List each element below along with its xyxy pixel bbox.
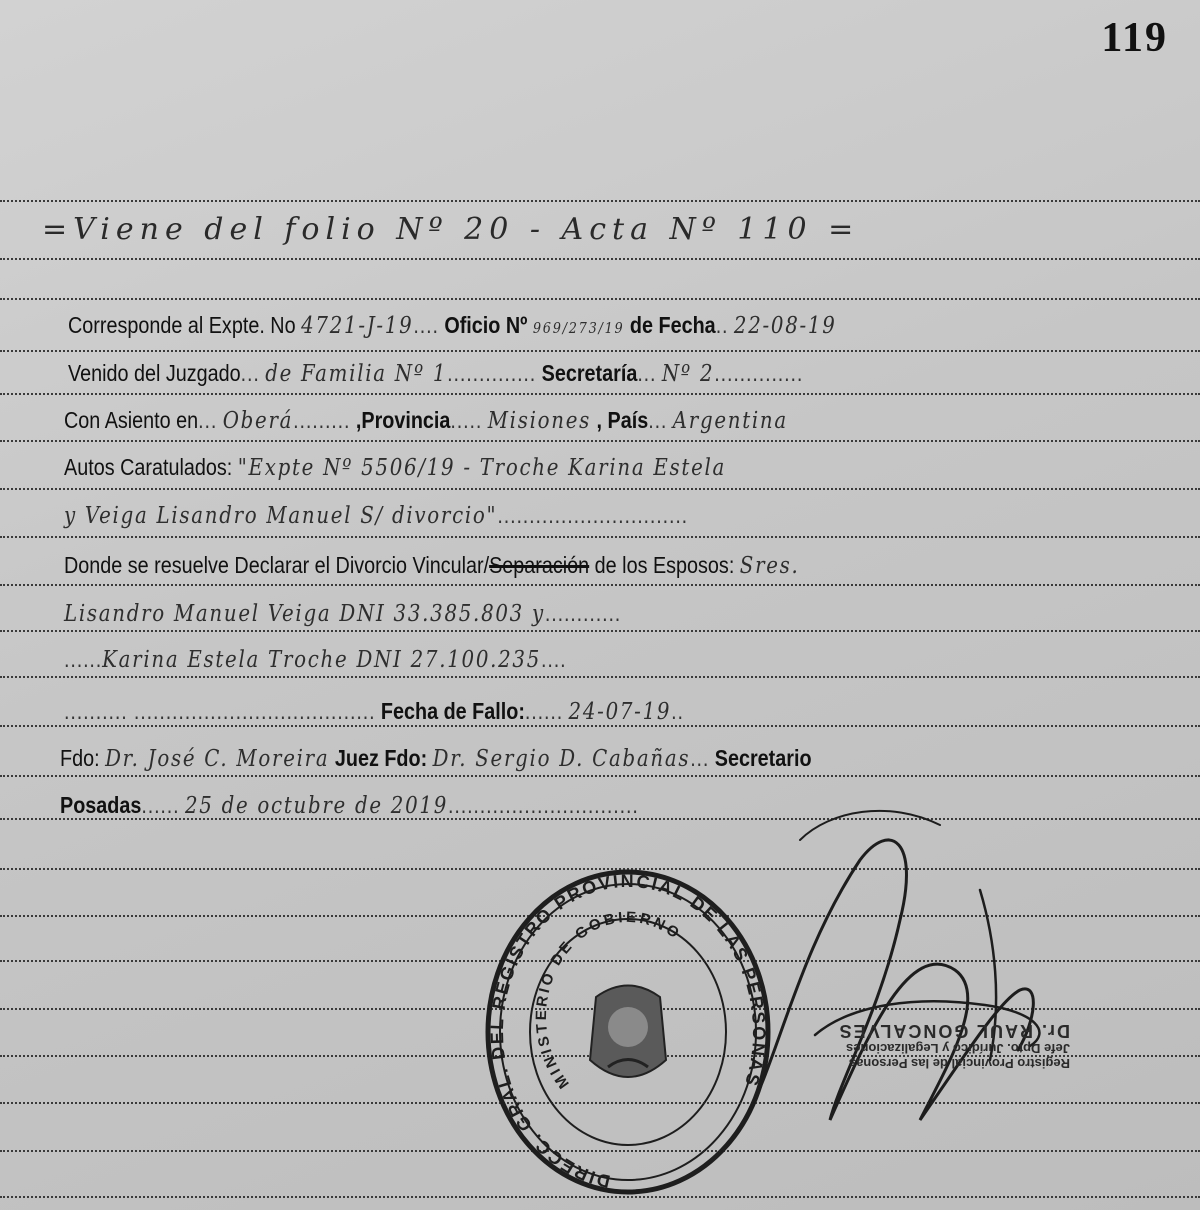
ruling-line xyxy=(0,200,1200,202)
juez-label: Juez Fdo: xyxy=(334,745,428,771)
expte-row: Corresponde al Expte. No 4721-J-19.... Oficio Nº 969/273/19 de Fecha.. 22-08-19 xyxy=(68,312,837,339)
resuelve-row xyxy=(64,552,800,579)
esposo-1: Lisandro Manuel Veiga DNI 33.385.803 y xyxy=(64,601,545,627)
provincia-label: ,Provincia xyxy=(355,407,451,433)
posadas-label: Posadas xyxy=(60,792,142,818)
pais-label: , País xyxy=(596,407,649,433)
resuelve-label-1: Donde se resuelve Declarar el Divorcio Vincular/ xyxy=(64,552,490,578)
fdo-juez-value: Dr. José C. Moreira xyxy=(105,746,330,772)
expte-label: Corresponde al Expte. No xyxy=(68,312,296,338)
ruling-line xyxy=(0,584,1200,586)
esposo-1-row: Lisandro Manuel Veiga DNI 33.385.803 y............ xyxy=(64,600,622,627)
autos-label: Autos Caratulados: xyxy=(64,454,233,480)
expte-value: 4721-J-19 xyxy=(301,313,414,339)
autos-row xyxy=(64,454,726,481)
fecha-value: 22-08-19 xyxy=(733,313,837,339)
oficio-label: Oficio Nº xyxy=(444,312,528,338)
ruling-line xyxy=(0,630,1200,632)
seal-outer-text: DIRECC. GRAL. DEL REGISTRO PROVINCIAL DE LAS PERSONAS xyxy=(486,870,770,1192)
fecha-label: de Fecha xyxy=(629,312,716,338)
juzgado-label: Venido del Juzgado xyxy=(68,360,241,386)
autos-value-1: "Expte Nº 5506/19 - Troche Karina Estela xyxy=(237,455,727,481)
fdo-label: Fdo: xyxy=(60,745,100,771)
esposos-prefix: Sres. xyxy=(739,553,800,579)
ruling-line xyxy=(0,440,1200,442)
stamp-line-1: Dr. RAUL GONCALVES xyxy=(837,1021,1070,1041)
esposo-2: Karina Estela Troche DNI 27.100.235 xyxy=(102,647,542,673)
firmas-row: Fdo: Dr. José C. Moreira Juez Fdo: Dr. Sergio D. Cabañas... Secretario xyxy=(60,745,812,772)
posadas-value: 25 de octubre de 2019 xyxy=(184,793,449,819)
fdo-secretario-value: Dr. Sergio D. Cabañas xyxy=(432,746,691,772)
ruling-line xyxy=(0,536,1200,538)
header-note: =Viene del folio Nº 20 - Acta Nº 110 = xyxy=(42,212,860,247)
juzgado-value: de Familia Nº 1 xyxy=(265,361,448,387)
stamp-line-3: Registro Provincial de las Personas xyxy=(848,1056,1070,1071)
asiento-row: Con Asiento en... Oberá......... ,Provincia..... Misiones , País... Argentina xyxy=(64,407,788,434)
signature-stamp xyxy=(770,1020,1070,1071)
resuelve-label-2: de los Esposos: xyxy=(589,552,735,578)
handwritten-signature xyxy=(740,800,1060,1160)
ruling-line xyxy=(0,393,1200,395)
page-number: 119 xyxy=(1101,15,1168,61)
asiento-label: Con Asiento en xyxy=(64,407,199,433)
stamp-line-2: Jefe Dpto. Jurídico y Legalizaciones xyxy=(846,1041,1070,1056)
fallo-label: Fecha de Fallo: xyxy=(380,698,525,724)
pais-value: Argentina xyxy=(672,408,788,434)
ruling-line xyxy=(0,488,1200,490)
secretario-label: Secretario xyxy=(714,745,812,771)
esposo-2-row: ......Karina Estela Troche DNI 27.100.235.... xyxy=(64,646,567,673)
juzgado-row: Venido del Juzgado... de Familia Nº 1.............. Secretaría... Nº 2.............. xyxy=(68,360,804,387)
fallo-value: 24-07-19 xyxy=(568,699,672,725)
ruling-line xyxy=(0,676,1200,678)
oficio-value: 969/273/19 xyxy=(532,319,625,337)
fallo-row: .......... ...................................... Fecha de Fallo:...... 24-07-19.. xyxy=(64,698,684,725)
seal-inner-text: MINISTERIO DE GOBIERNO xyxy=(532,908,685,1092)
secretaria-value: Nº 2 xyxy=(661,361,715,387)
autos-row-2: y Veiga Lisandro Manuel S/ divorcio".............................. xyxy=(64,502,689,529)
posadas-row: Posadas...... 25 de octubre de 2019.............................. xyxy=(60,792,639,819)
ruling-line xyxy=(0,725,1200,727)
ruling-line xyxy=(0,298,1200,300)
asiento-value: Oberá xyxy=(222,408,294,434)
autos-value-2: y Veiga Lisandro Manuel S/ divorcio" xyxy=(64,503,498,529)
resuelve-struck: Separación xyxy=(489,552,590,578)
provincia-value: Misiones xyxy=(487,408,592,434)
ruling-line xyxy=(0,350,1200,352)
coat-of-arms-emblem xyxy=(590,986,666,1078)
ruling-line xyxy=(0,258,1200,260)
ruling-line xyxy=(0,775,1200,777)
official-seal xyxy=(478,862,778,1202)
secretaria-label: Secretaría xyxy=(541,360,638,386)
